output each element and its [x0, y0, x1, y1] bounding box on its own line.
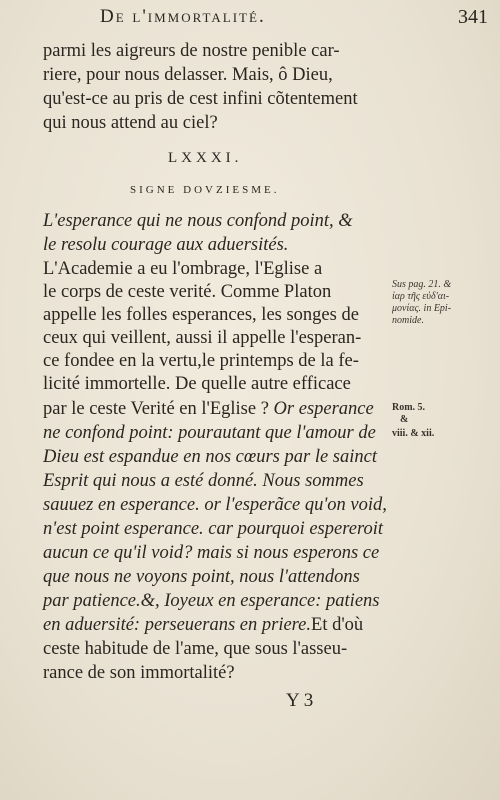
margin-note: nomide.	[392, 315, 424, 326]
roman-run: Et d'où	[311, 615, 364, 635]
text-line: par patience.&, Ioyeux en esperance: patiens	[43, 591, 380, 611]
section-heading: SIGNE DOVZIESME.	[130, 184, 280, 196]
text-line: n'est point esperance. car pourquoi espereroit	[43, 519, 383, 539]
text-line	[43, 398, 388, 421]
text-line: ce fondee en la vertu,le printemps de la fe-	[43, 351, 359, 371]
roman-run: par le ceste Verité en l'Eglise ?	[43, 399, 274, 419]
text-line: Dieu est espandue en nos cœurs par le sainct	[43, 447, 377, 467]
text-line: qui nous attend au ciel?	[43, 113, 218, 133]
text-line	[43, 614, 388, 637]
chapter-number: LXXXI.	[168, 150, 243, 166]
text-line: L'Academie a eu l'ombrage, l'Eglise a	[43, 259, 323, 279]
running-title: De l'immortalité.	[100, 6, 266, 27]
margin-note: Rom. 5.	[392, 402, 426, 413]
epigraph-line: le resolu courage aux aduersités.	[43, 235, 289, 255]
text-line: sauuez en esperance. or l'esperãce qu'on void,	[43, 495, 387, 515]
margin-note: Sus pag. 21. &	[392, 279, 452, 290]
margin-note: &	[400, 414, 409, 425]
text-line: que nous ne voyons point, nous l'attendons	[43, 567, 360, 587]
text-line: qu'est-ce au pris de cest infini cõtentement	[43, 89, 358, 109]
margin-note: ἰαρ τῆς εὐδ'αι-	[392, 291, 450, 302]
text-line: le corps de ceste verité. Comme Platon	[43, 282, 332, 302]
italic-run: en aduersité: perseuerans en priere.	[43, 615, 312, 635]
text-line: appelle les folles esperances, les songes de	[43, 305, 359, 325]
text-line: aucun ce qu'il void? mais si nous esperons ce	[43, 543, 380, 563]
text-line: rance de son immortalité?	[43, 663, 235, 683]
page-number: 341	[458, 6, 488, 28]
text-line: licité immortelle. De quelle autre efficace	[43, 374, 351, 394]
signature-mark: Y 3	[286, 690, 314, 711]
margin-note: μονίας. in Epi-	[392, 303, 452, 314]
italic-run: Or esperance	[273, 399, 374, 419]
text-line: ne confond point: pourautant que l'amour de	[43, 423, 376, 443]
text-line: ceste habitude de l'ame, que sous l'asseu-	[43, 639, 348, 659]
epigraph-line: L'esperance qui ne nous confond point, &	[43, 211, 353, 231]
text-line: ceux qui veillent, aussi il appelle l'esperan-	[43, 328, 362, 348]
text-line: riere, pour nous delasser. Mais, ô Dieu,	[43, 65, 333, 85]
page-header	[0, 4, 500, 34]
text-line: Esprit qui nous a esté donné. Nous sommes	[43, 471, 364, 491]
text-line: parmi les aigreurs de nostre penible car-	[43, 41, 340, 61]
margin-note: viii. & xii.	[392, 428, 435, 439]
